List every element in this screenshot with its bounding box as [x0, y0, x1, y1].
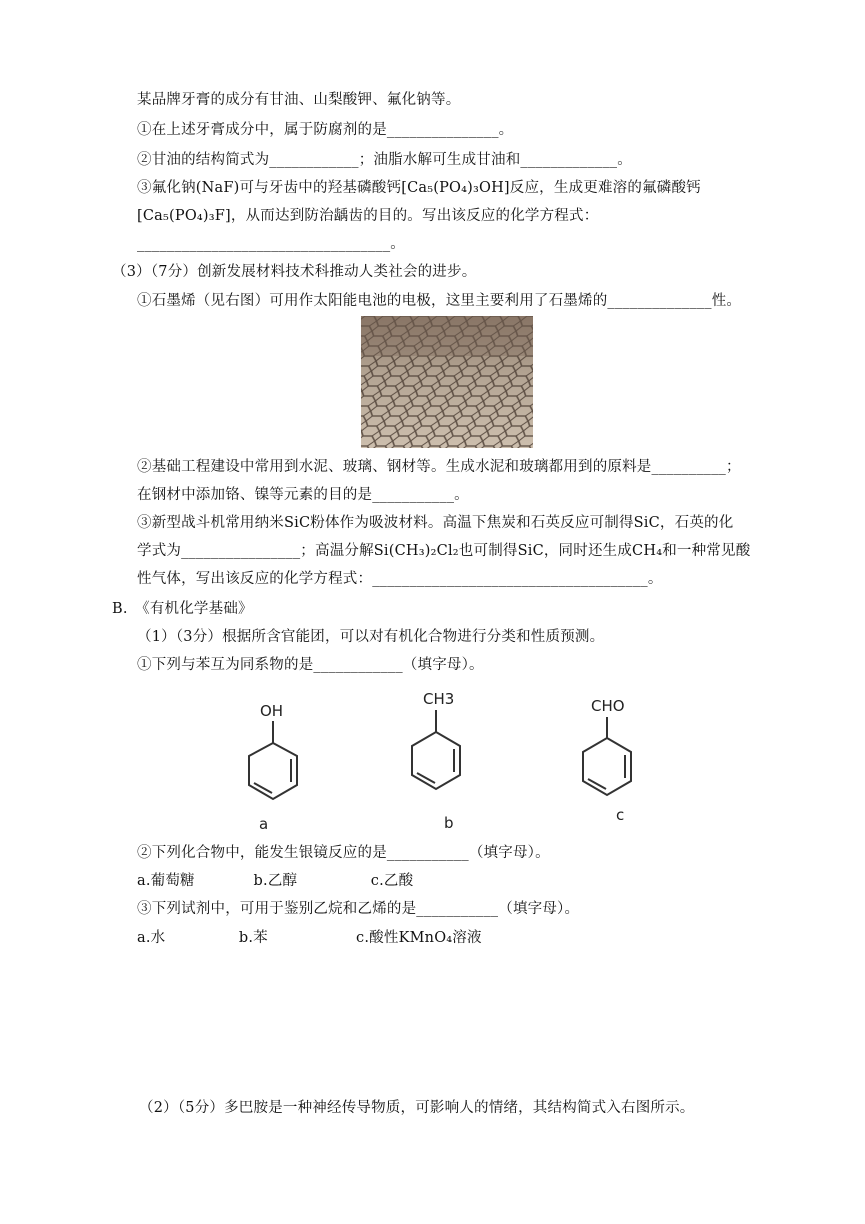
text-line: __________________________________。	[137, 236, 405, 252]
text-line: （2）（5分）多巴胺是一种神经传导物质，可影响人的情绪，其结构简式入右图所示。	[139, 1100, 695, 1116]
text-line: ③新型战斗机常用纳米SiC粉体作为吸波材料。高温下焦炭和石英反应可制得SiC，石英的化	[137, 515, 734, 531]
text-line: ①石墨烯（见右图）可用作太阳能电池的电极，这里主要利用了石墨烯的______________性。	[137, 293, 742, 309]
structure-b-toluene	[395, 686, 505, 831]
text-line: ③氟化钠(NaF)可与牙齿中的羟基磷酸钙[Ca₅(PO₄)₃OH]反应，生成更难溶的氟磷酸钙	[137, 180, 701, 196]
structure-a-phenol	[225, 695, 335, 835]
text-line: ③下列试剂中，可用于鉴别乙烷和乙烯的是___________（填字母）。	[137, 901, 580, 917]
text-line: ②甘油的结构简式为____________；油脂水解可生成甘油和_____________。	[137, 152, 632, 168]
substituent-label: CH3	[423, 690, 455, 708]
substituent-label: CHO	[591, 697, 625, 715]
text-line: 在钢材中添加铬、镍等元素的目的是___________。	[137, 487, 469, 503]
substituent-label: OH	[260, 702, 284, 720]
structure-label: b	[444, 814, 454, 831]
text-line: ②下列化合物中，能发生银镜反应的是___________（填字母）。	[137, 845, 550, 861]
text-line: ②基础工程建设中常用到水泥、玻璃、钢材等。生成水泥和玻璃都用到的原料是__________；	[137, 459, 741, 475]
text-line: [Ca₅(PO₄)₃F]，从而达到防治龋齿的目的。写出该反应的化学方程式：	[137, 208, 599, 224]
text-line: （3）（7分）创新发展材料技术科推动人类社会的进步。	[112, 264, 477, 280]
text-line: （1）（3分）根据所含官能团，可以对有机化合物进行分类和性质预测。	[137, 629, 605, 645]
section-heading: B. 《有机化学基础》	[112, 601, 253, 617]
graphene-image	[361, 316, 533, 448]
text-line: ①下列与苯互为同系物的是____________（填字母）。	[137, 657, 484, 673]
text-line: 某品牌牙膏的成分有甘油、山梨酸钾、氟化钠等。	[137, 92, 461, 108]
option-line: a.葡萄糖 b.乙醇 c.乙酸	[137, 873, 414, 889]
text-line: 性气体，写出该反应的化学方程式：_____________________________________。	[137, 571, 663, 587]
structure-label: c	[616, 806, 625, 824]
structure-c-benzaldehyde	[565, 692, 675, 832]
text-line: ①在上述牙膏成分中，属于防腐剂的是_______________。	[137, 122, 514, 138]
text-line: 学式为________________；高温分解Si(CH₃)₂Cl₂也可制得SiC，同时还生成CH₄和一种常见酸	[137, 543, 751, 559]
structure-label: a	[259, 815, 269, 833]
option-line: a.水 b.苯 c.酸性KMnO₄溶液	[137, 930, 482, 946]
